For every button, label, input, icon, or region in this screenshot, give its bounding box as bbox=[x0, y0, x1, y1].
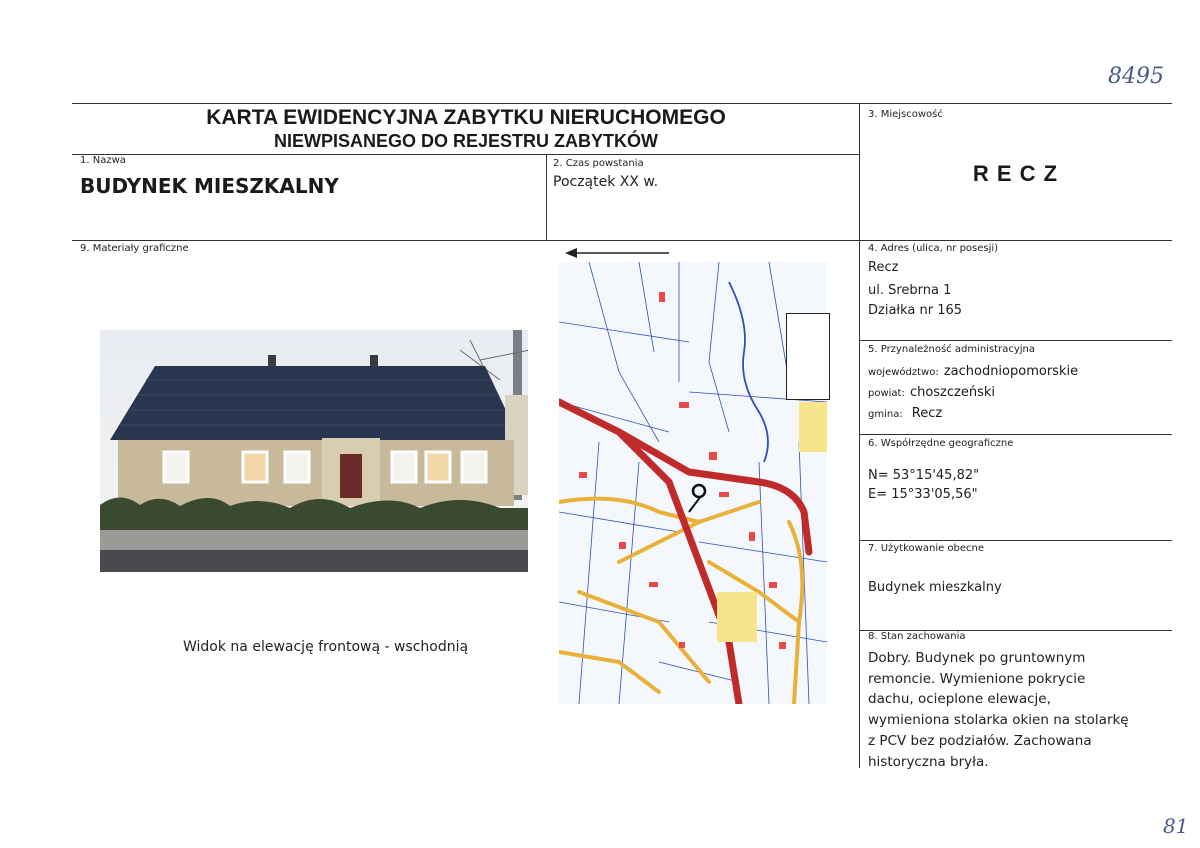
right-border-6 bbox=[859, 434, 1172, 435]
coordinate-e: E= 15°33'05,56" bbox=[868, 487, 978, 502]
card-title-line1: KARTA EWIDENCYJNA ZABYTKU NIERUCHOMEGO bbox=[206, 106, 726, 129]
gmina-value: Recz bbox=[911, 406, 943, 421]
photo-pavement bbox=[100, 530, 528, 550]
gmina-row bbox=[868, 402, 942, 421]
photo-window-4 bbox=[392, 452, 416, 482]
nazwa-label: 1. Nazwa bbox=[80, 155, 126, 166]
photo-window-3 bbox=[285, 452, 309, 482]
powiat-label: powiat: bbox=[868, 388, 905, 399]
stan-label: 8. Stan zachowania bbox=[868, 631, 966, 642]
right-border-7 bbox=[859, 540, 1172, 541]
right-border-5 bbox=[859, 340, 1172, 341]
photo-bushes bbox=[100, 498, 528, 531]
wojewodztwo-row bbox=[868, 360, 1078, 379]
photo-window-1 bbox=[164, 452, 188, 482]
adres-label: 4. Adres (ulica, nr posesji) bbox=[868, 243, 999, 254]
materialy-label: 9. Materiały graficzne bbox=[80, 243, 189, 254]
photo-window-2 bbox=[243, 452, 267, 482]
adres-line-3: Działka nr 165 bbox=[868, 303, 963, 318]
photo-window-6 bbox=[462, 452, 486, 482]
table-top-border bbox=[72, 103, 1172, 104]
adres-line-2: ul. Srebrna 1 bbox=[868, 283, 952, 298]
stan-line-4: wymieniona stolarka okien na stolarkę bbox=[868, 712, 1129, 728]
nazwa-value: BUDYNEK MIESZKALNY bbox=[80, 174, 339, 198]
czas-value: Początek XX w. bbox=[553, 174, 659, 190]
uzytkowanie-label: 7. Użytkowanie obecne bbox=[868, 543, 985, 554]
stan-line-6: historyczna bryła. bbox=[868, 754, 989, 770]
przynaleznosc-label: 5. Przynależność administracyjna bbox=[868, 344, 1035, 355]
photo-caption: Widok na elewację frontową - wschodnią bbox=[183, 639, 469, 655]
photo-door bbox=[340, 454, 362, 498]
stan-line-2: remoncie. Wymienione pokrycie bbox=[868, 671, 1086, 687]
photo-roof bbox=[110, 366, 520, 440]
north-arrow bbox=[565, 247, 671, 259]
powiat-row bbox=[868, 381, 995, 400]
coordinate-n: N= 53°15'45,82" bbox=[868, 468, 980, 483]
photo-chimney-right bbox=[370, 355, 378, 367]
gmina-label: gmina: bbox=[868, 409, 903, 420]
miejscowosc-value: R E C Z bbox=[972, 161, 1059, 186]
photo-window-5 bbox=[426, 452, 450, 482]
powiat-value: choszczeński bbox=[909, 385, 995, 400]
card-title-line2: NIEWPISANEGO DO REJESTRU ZABYTKÓW bbox=[273, 131, 659, 151]
wspolrzedne-label: 6. Współrzędne geograficzne bbox=[868, 438, 1014, 449]
right-column-divider bbox=[859, 103, 860, 768]
name-row-bottom-border bbox=[72, 240, 1172, 241]
stan-line-1: Dobry. Budynek po gruntownym bbox=[868, 650, 1086, 666]
czas-label: 2. Czas powstania bbox=[553, 158, 644, 169]
map-field-2 bbox=[799, 402, 827, 452]
miejscowosc-label: 3. Miejscowość bbox=[868, 109, 943, 120]
adres-line-1: Recz bbox=[868, 260, 899, 275]
name-time-divider bbox=[546, 154, 547, 240]
stan-line-3: dachu, ocieplone elewacje, bbox=[868, 691, 1051, 707]
handwritten-number-top: 8495 bbox=[1108, 64, 1164, 89]
map-legend-box bbox=[786, 313, 830, 400]
photo-road bbox=[100, 550, 528, 572]
handwritten-page-number: 81 bbox=[1163, 814, 1189, 838]
building-photo bbox=[100, 330, 528, 572]
map-field bbox=[717, 592, 757, 642]
wojewodztwo-label: województwo: bbox=[868, 367, 939, 378]
wojewodztwo-value: zachodniopomorskie bbox=[943, 364, 1079, 379]
photo-chimney-left bbox=[268, 355, 276, 367]
stan-line-5: z PCV bez podziałów. Zachowana bbox=[868, 733, 1092, 749]
title-bottom-border bbox=[72, 154, 860, 155]
uzytkowanie-value: Budynek mieszkalny bbox=[868, 580, 1002, 595]
